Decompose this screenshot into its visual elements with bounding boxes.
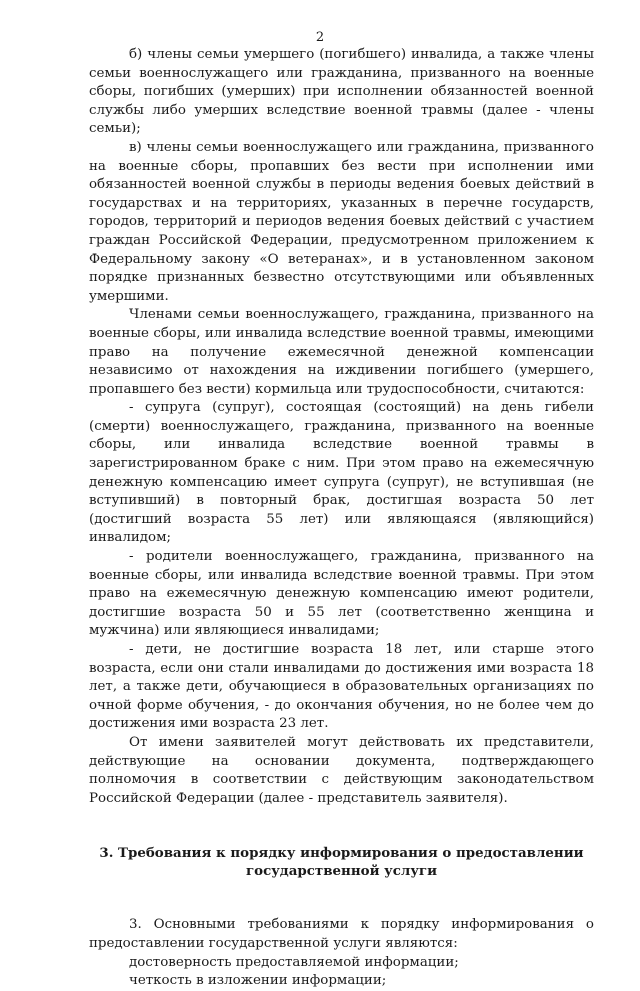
paragraph-family-deceased: б) члены семьи умершего (погибшего) инвалида, а также члены семьи военнослужащего или гражданина, призванного на военные сборы, погибших (умерших) при исполнении обязанностей военной службы либо умерших вследствие военной травмы (далее - члены семьи); [89,47,594,137]
paragraph-children: - дети, не достигшие возраста 18 лет, или старше этого возраста, если они стали инвалидами до достижения ими возраста 18 лет, а также дети, обучающиеся в образовательных организациях по очной форме обучения, - до окончания обучения, но не более чем до достижения ими возраста 23 лет. [89,642,594,732]
page-number: 2 [315,30,325,45]
section-heading: 3. Требования к порядку информирования о предоставлении государственной услуги [99,845,584,880]
paragraph-requirements: 3. Основными требованиями к порядку информирования о предоставлении государственной услуги являются: [89,917,594,951]
paragraph-parents: - родители военнослужащего, гражданина, призванного на военные сборы, или инвалида вследствие военной травмы. При этом право на ежемесячную денежную компенсацию имеют родители, достигшие возраста 50 и 55 лет (соответственно женщина и мужчина) или являющиеся инвалидами; [89,549,594,639]
paragraph-representatives: От имени заявителей могут действовать их представители, действующие на основании документа, подтверждающего полномочия в соответствии с действующим законодательством Российской Федерации (далее - представитель заявителя). [89,734,594,806]
list-item-reliability: достоверность предоставляемой информации; [129,954,459,970]
document-body [89,46,594,991]
paragraph-family-missing: в) члены семьи военнослужащего или гражданина, призванного на военные сборы, пропавших без вести при исполнении ими обязанностей военной службы в периоды ведения боевых действий в государствах и на территориях, указанных в перечне государств, городов, территорий и периодов ведения боевых действий с участием граждан Российской Федерации, предусмотренном приложением к Федеральному закону «О ветеранах», и в установленном законом порядке признанных безвестно отсутствующими или объявленных умершими. [89,139,594,304]
paragraph-family-definition: Членами семьи военнослужащего, гражданина, призванного на военные сборы, или инвалида вследствие военной травмы, имеющими право на получение ежемесячной денежной компенсации независимо от нахождения на иждивении погибшего (умершего, пропавшего без вести) кормильца или трудоспособности, считаются: [89,307,594,397]
paragraph-spouse: - супруга (супруг), состоящая (состоящий) на день гибели (смерти) военнослужащего, гражданина, призванного на военные сборы, или инвалида вследствие военной травмы в зарегистрированном браке с ним. При этом право на ежемесячную денежную компенсацию имеет супруга (супруг), не вступившая (не вступивший) в повторный брак, достигшая возраста 50 лет (достигший возраста 55 лет) или являющаяся (являющийся) инвалидом; [89,400,594,546]
list-item-clarity: четкость в изложении информации; [129,973,387,989]
